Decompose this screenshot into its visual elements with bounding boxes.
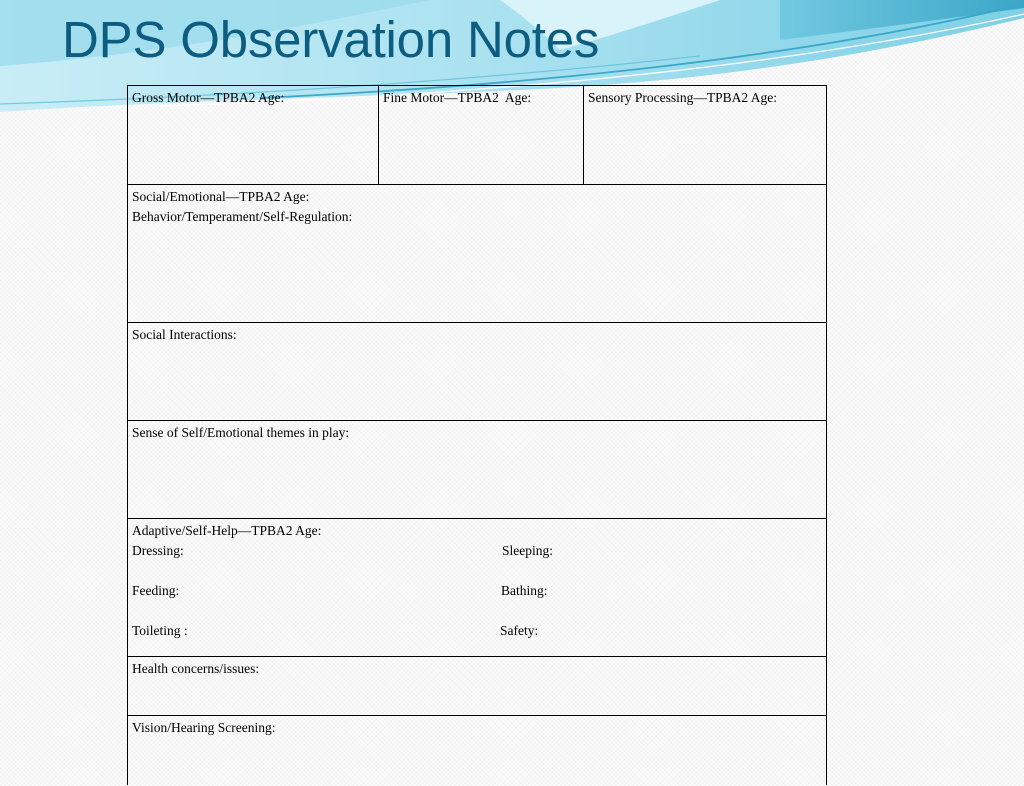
feeding-bathing-line (132, 581, 822, 601)
safety-label: Safety: (500, 623, 539, 638)
page-title: DPS Observation Notes (62, 11, 600, 68)
dressing-label: Dressing: (132, 543, 184, 558)
vision-hearing-cell (128, 716, 826, 786)
sense-of-self-row (128, 421, 826, 519)
behavior-temperament-label: Behavior/Temperament/Self-Regulation: (132, 209, 353, 224)
vision-hearing-label: Vision/Hearing Screening: (132, 720, 276, 735)
spacer-line-2 (132, 601, 822, 621)
bathing-label: Bathing: (501, 583, 548, 598)
adaptive-self-help-cell (128, 519, 826, 656)
vision-hearing-row (128, 716, 826, 786)
fine-motor-cell (379, 86, 584, 184)
social-interactions-label: Social Interactions: (132, 327, 237, 342)
social-emotional-cell (128, 185, 826, 322)
adaptive-self-help-label: Adaptive/Self-Help—TPBA2 Age: (132, 523, 322, 538)
sensory-processing-label: Sensory Processing—TPBA2 Age: (588, 90, 777, 105)
social-interactions-cell (128, 323, 826, 420)
fine-motor-label: Fine Motor—TPBA2 Age: (383, 90, 532, 105)
gross-motor-cell (128, 86, 379, 184)
spacer-line-1 (132, 561, 822, 581)
sensory-processing-cell (584, 86, 828, 184)
health-concerns-row (128, 657, 826, 716)
social-interactions-row (128, 323, 826, 421)
sleeping-label: Sleeping: (502, 543, 553, 558)
motor-row (128, 86, 826, 185)
health-concerns-label: Health concerns/issues: (132, 661, 260, 676)
feeding-label: Feeding: (132, 583, 180, 598)
sense-of-self-label: Sense of Self/Emotional themes in play: (132, 425, 350, 440)
sense-of-self-cell (128, 421, 826, 518)
health-concerns-cell (128, 657, 826, 715)
social-emotional-row (128, 185, 826, 323)
toileting-label: Toileting : (132, 623, 188, 638)
gross-motor-label: Gross Motor—TPBA2 Age: (132, 90, 285, 105)
observation-form (127, 85, 827, 785)
dressing-sleeping-line (132, 541, 822, 561)
toileting-safety-line (132, 621, 822, 641)
social-emotional-label: Social/Emotional—TPBA2 Age: (132, 189, 310, 204)
adaptive-self-help-row (128, 519, 826, 657)
